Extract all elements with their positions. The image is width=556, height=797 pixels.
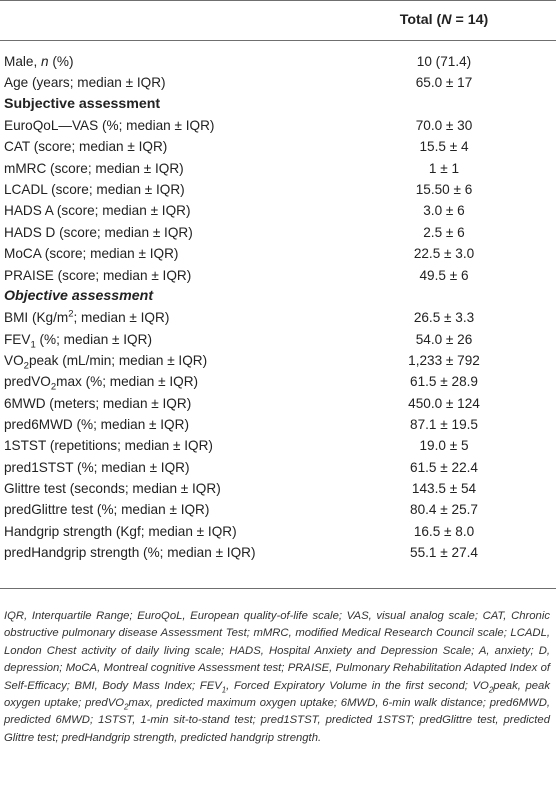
row-value: 10 (71.4): [416, 54, 472, 69]
row-value: 55.1 ± 27.4: [410, 545, 478, 561]
row-value: 15.50 ± 6: [415, 182, 473, 198]
row-label: 1STST (repetitions; median ± IQR): [4, 438, 213, 454]
section-label: Subjective assessment: [4, 95, 161, 112]
row-label: Handgrip strength (Kgf; median ± IQR): [4, 523, 237, 539]
row-value: 2.5 ± 6: [423, 224, 465, 240]
row-value: 19.0 ± 5: [419, 438, 469, 454]
header-rule: [0, 40, 556, 41]
row-value: 15.5 ± 4: [419, 139, 469, 155]
column-header-total: [333, 10, 555, 30]
row-label: 6MWD (meters; median ± IQR): [4, 395, 192, 411]
row-label: predVO$_2$max (%; median ± IQR): [4, 374, 199, 393]
table-row: [0, 457, 556, 478]
row-label: HADS D (score; median ± IQR): [4, 224, 193, 240]
row-value: 3.0 ± 6: [423, 203, 465, 219]
table-row: [0, 243, 556, 264]
row-label: pred6MWD (%; median ± IQR): [4, 416, 189, 432]
row-label: Age (years; median ± IQR): [4, 75, 166, 91]
row-value: 26.5 ± 3.3: [413, 310, 475, 326]
row-value: 61.5 ± 22.4: [410, 459, 478, 475]
row-label: EuroQoL—VAS (%; median ± IQR): [4, 118, 215, 134]
table-row: [0, 200, 556, 221]
table-row: [0, 521, 556, 542]
table-row: [0, 307, 556, 328]
row-label: PRAISE (score; median ± IQR): [4, 267, 192, 283]
row-label: mMRC (score; median ± IQR): [4, 160, 184, 176]
table-row: [0, 179, 556, 200]
top-rule: [0, 0, 556, 1]
table-row: [0, 371, 556, 392]
row-value: 16.5 ± 8.0: [413, 523, 475, 539]
row-label: $VO_2peak$ (mL/min; median ± IQR): [4, 352, 208, 372]
row-value: 70.0 ± 30: [415, 118, 473, 134]
row-label: HADS A (score; median ± IQR): [4, 203, 191, 219]
row-label: $FEV_1$ (%; median ± IQR): [4, 331, 152, 351]
table-row: [0, 478, 556, 499]
row-value: 54.0 ± 26: [415, 331, 473, 347]
row-value: 22.5 ± 3.0: [413, 246, 475, 262]
row-label: BMI ($Kg/m^2$; median ± IQR): [4, 308, 170, 326]
row-label: LCADL (score; median ± IQR): [4, 182, 185, 198]
table-row: [0, 51, 556, 72]
table-row: [0, 72, 556, 93]
row-label: predHandgrip strength (%; median ± IQR): [4, 545, 256, 561]
row-value: 65.0 ± 17: [415, 75, 473, 91]
table-row: [0, 136, 556, 157]
table-row: [0, 350, 556, 371]
section-header-row: [0, 286, 556, 307]
row-label: MoCA (score; median ± IQR): [4, 246, 179, 262]
row-label: CAT (score; median ± IQR): [4, 139, 168, 155]
bottom-rule: [0, 588, 556, 589]
row-value: 49.5 ± 6: [419, 267, 469, 283]
table-row: [0, 435, 556, 456]
table-row: [0, 115, 556, 136]
row-value: 143.5 ± 54: [411, 481, 477, 496]
table-row: [0, 329, 556, 350]
table-footnote: IQR, Interquartile Range; EuroQoL, European quality-of-life scale; VAS, visual analog scale; CAT, Chronic obstructive pulmonary disease Assessment Test; mMRC, modified Medical Research Council scale; LCADL, London Chest activity of daily living scale; HADS, Hospital Anxiety and Depression Scale; A, anxiety; D, depression; MoCA, Montreal cognitive Assessment test; PRAISE, Pulmonary Rehabilitation Adapted Index of Self-Efficacy; BMI, Body Mass Index; $FEV_1$, Forced Expiratory Volume in the first second; $VO_2peak$, peak oxygen uptake; predVO$_2$max, predicted maximum oxygen uptake; 6MWD, 6-min walk distance; pred6MWD, predicted 6MWD; 1STST, 1-min sit-to-stand test; pred1STST, predicted 1STST; predGlittre test, predicted Glittre test; predHandgrip strength, predicted handgrip strength.: [4, 610, 550, 744]
row-value: 1,233 ± 792: [408, 352, 480, 368]
row-value: 450.0 ± 124: [408, 395, 480, 411]
row-label: predGlittre test (%; median ± IQR): [4, 502, 210, 518]
section-header-row: [0, 94, 556, 115]
row-value: 80.4 ± 25.7: [410, 502, 478, 518]
table-row: [0, 158, 556, 179]
table-row: [0, 393, 556, 414]
header-label: Total (: [399, 12, 442, 28]
row-label: Male, n (%): [4, 54, 74, 69]
header-n-value: = 14): [451, 12, 489, 28]
table-row: [0, 265, 556, 286]
section-label: Objective assessment: [4, 287, 154, 304]
table-row: [0, 414, 556, 435]
row-label: pred1STST (%; median ± IQR): [4, 459, 190, 475]
header-n-symbol: N: [441, 12, 452, 28]
row-value: 61.5 ± 28.9: [410, 374, 478, 390]
row-value: 1 ± 1: [428, 160, 460, 176]
row-value: 87.1 ± 19.5: [410, 416, 478, 432]
row-label: Glittre test (seconds; median ± IQR): [4, 481, 221, 496]
table-row: [0, 542, 556, 563]
table-row: [0, 222, 556, 243]
table-row: [0, 499, 556, 520]
